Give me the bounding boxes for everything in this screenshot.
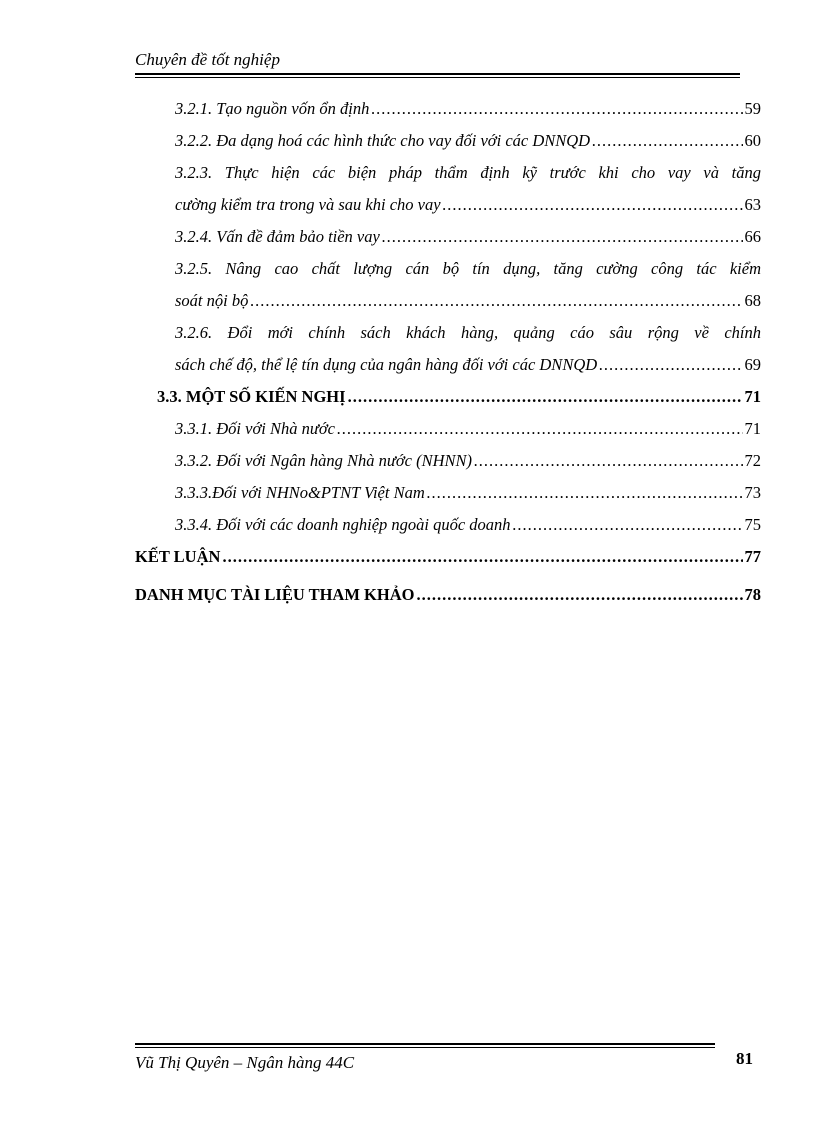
toc-entry-page: 77	[744, 547, 761, 566]
toc-entry-page: 75	[744, 515, 761, 534]
toc-entry-3-3-4[interactable]	[175, 509, 761, 541]
header-rule-bottom	[135, 77, 740, 78]
toc-entry-3-2-4[interactable]	[175, 221, 761, 253]
toc-entry-page: 59	[744, 99, 761, 118]
toc-entry-text: 3.2.2. Đa dạng hoá các hình thức cho vay đối với các DNNQD	[175, 131, 591, 150]
toc-entry-3-3-2[interactable]	[175, 445, 761, 477]
toc-entry-text: KẾT LUẬN	[135, 547, 221, 566]
dot-leader	[427, 477, 743, 509]
dot-leader	[382, 221, 743, 253]
page-header	[135, 50, 740, 70]
dot-leader	[337, 413, 743, 445]
toc-entry-3-2-1[interactable]	[175, 93, 761, 125]
toc-entry-text: 3.3.3.Đối với NHNo&PTNT Việt Nam	[175, 483, 425, 502]
footer-rule-bottom	[135, 1047, 715, 1048]
toc-entry-text-line2: soát nội bộ	[175, 291, 249, 310]
toc-entry-page: 78	[744, 585, 761, 604]
footer-rule-top	[135, 1043, 715, 1045]
toc-entry-text: 3.3. MỘT SỐ KIẾN NGHỊ	[157, 387, 346, 406]
toc-entry-text: 3.3.1. Đối với Nhà nước	[175, 419, 335, 438]
toc-entry-3-2-5[interactable]	[175, 253, 761, 317]
dot-leader	[474, 445, 742, 477]
dot-leader	[222, 541, 742, 573]
toc-entry-3-2-6[interactable]	[175, 317, 761, 381]
dot-leader	[371, 93, 742, 125]
dot-leader	[443, 189, 743, 221]
toc-entry-text: 3.2.4. Vấn đề đảm bảo tiền vay	[175, 227, 380, 246]
footer-author: Vũ Thị Quyên – Ngân hàng 44C	[135, 1053, 355, 1072]
toc-entry-page: 71	[744, 387, 761, 406]
toc-entry-text-line1: 3.2.6. Đổi mới chính sách khách hàng, quảng cáo sâu rộng về chính	[175, 323, 761, 342]
dot-leader	[513, 509, 743, 541]
toc-entry-3-2-2[interactable]	[175, 125, 761, 157]
page-number: 81	[736, 1049, 753, 1068]
dot-leader	[592, 125, 742, 157]
toc-entry-page: 71	[744, 419, 761, 438]
toc-entry-text: 3.3.4. Đối với các doanh nghiệp ngoài quốc doanh	[175, 515, 511, 534]
dot-leader	[416, 579, 742, 611]
toc-entry-text-line2: sách chế độ, thể lệ tín dụng của ngân hàng đối với các DNNQD	[175, 355, 598, 374]
table-of-contents	[135, 93, 761, 611]
toc-entry-3-3-3[interactable]	[175, 477, 761, 509]
toc-entry-text: DANH MỤC TÀI LIỆU THAM KHẢO	[135, 585, 415, 604]
toc-entry-3-2-3[interactable]	[175, 157, 761, 221]
toc-entry-3-3[interactable]	[157, 381, 761, 413]
toc-entry-page: 60	[744, 131, 761, 150]
toc-entry-ket-luan[interactable]	[135, 541, 761, 573]
toc-entry-page: 73	[744, 483, 761, 502]
toc-entry-page: 69	[744, 355, 761, 374]
dot-leader	[250, 285, 742, 317]
toc-entry-page: 63	[744, 195, 761, 214]
toc-entry-text: 3.3.2. Đối với Ngân hàng Nhà nước (NHNN)	[175, 451, 473, 470]
toc-entry-text: 3.2.1. Tạo nguồn vốn ổn định	[175, 99, 370, 118]
toc-entry-references[interactable]	[135, 579, 761, 611]
toc-entry-page: 68	[744, 291, 761, 310]
header-title: Chuyên đề tốt nghiệp	[135, 50, 280, 69]
header-rule-top	[135, 73, 740, 75]
toc-entry-3-3-1[interactable]	[175, 413, 761, 445]
toc-entry-text-line1: 3.2.5. Nâng cao chất lượng cán bộ tín dụng, tăng cường công tác kiểm	[175, 259, 761, 278]
toc-entry-page: 66	[744, 227, 761, 246]
toc-entry-text-line1: 3.2.3. Thực hiện các biện pháp thẩm định kỹ trước khi cho vay và tăng	[175, 163, 761, 182]
dot-leader	[599, 349, 742, 381]
dot-leader	[348, 381, 743, 413]
toc-entry-text-line2: cường kiểm tra trong và sau khi cho vay	[175, 195, 441, 214]
toc-entry-page: 72	[744, 451, 761, 470]
